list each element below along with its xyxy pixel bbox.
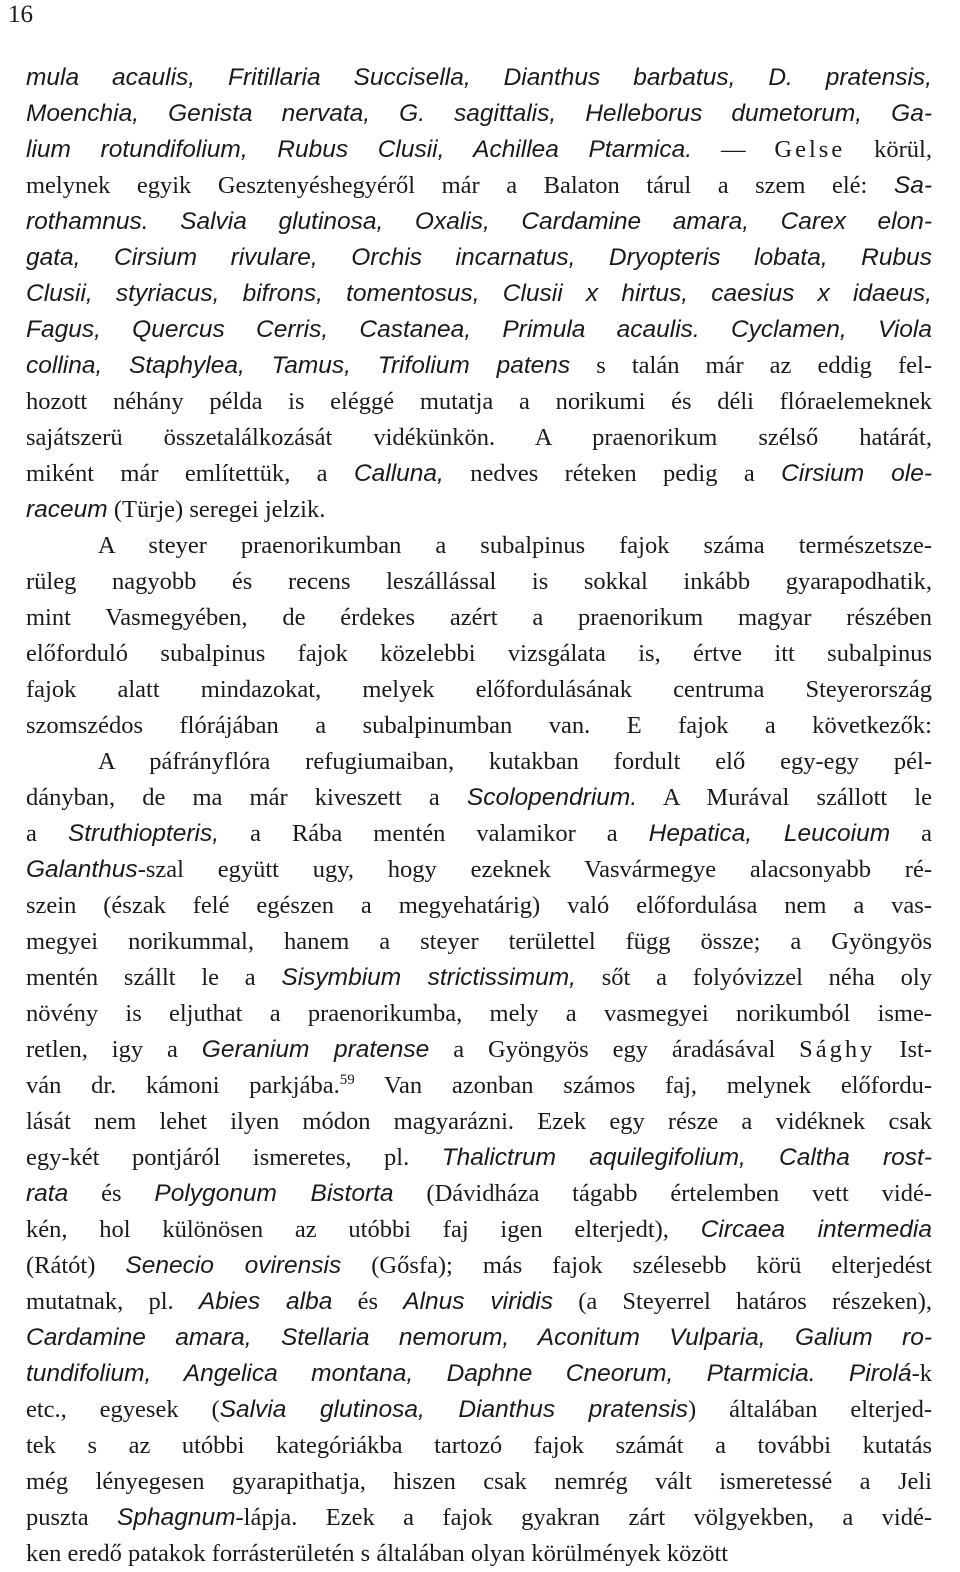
italic-term: Salvia glutinosa, Dianthus pratensis [219, 1396, 689, 1423]
text-run: a Gyöngyös egy áradásával [429, 1036, 800, 1063]
text-line [26, 1320, 932, 1356]
text-run: és [332, 1288, 404, 1315]
text-line [26, 924, 932, 960]
italic-term: rata [26, 1180, 69, 1207]
text-run: puszta [26, 1504, 117, 1531]
text-run: Van azonban számos faj, melynek előfordu- [354, 1072, 932, 1099]
italic-term: Clusii, styriacus, bifrons, tomentosus, Clusii x hirtus, caesius x idaeus, [26, 280, 932, 307]
text-line [26, 1536, 932, 1572]
text-line [26, 384, 932, 420]
text-run: (a Steyerrel határos részeken), [553, 1288, 932, 1315]
text-run: sőt a folyóvizzel néha oly [575, 964, 932, 991]
italic-term: gata, Cirsium rivulare, Orchis incarnatus, Dryopteris lobata, Rubus [26, 244, 932, 271]
italic-term: Struthiopteris, [67, 820, 220, 847]
text-run: A Murával szállott le [637, 784, 932, 811]
text-run: nedves réteken pedig a [443, 460, 782, 487]
text-run: (Dávidháza tágabb értelemben vett vidé- [393, 1180, 932, 1207]
text-run: melynek egyik Gesztenyéshegyéről már a Balaton tárul a szem elé: [26, 172, 894, 199]
text-line [26, 1068, 932, 1104]
text-run: egy-két pontjáról ismeretes, pl. [26, 1144, 442, 1171]
text-line [26, 744, 932, 780]
italic-term: lium rotundifolium, Rubus Clusii, Achillea Ptarmica. [26, 136, 693, 163]
text-line [26, 852, 932, 888]
text-line [26, 96, 932, 132]
footnote-ref: 59 [339, 1071, 355, 1088]
text-run: ken eredő patakok forrásterületén s általában olyan körülmények között [26, 1540, 729, 1567]
text-line [26, 1032, 932, 1068]
text-line [26, 996, 932, 1032]
text-run: A páfrányflóra refugiumaiban, kutakban fordult elő egy-egy pél- [98, 748, 932, 775]
text-line [26, 888, 932, 924]
text-run: miként már említettük, a [26, 460, 354, 487]
italic-term: Calluna, [353, 460, 444, 487]
text-run: kén, hol különösen az utóbbi faj igen elterjedt), [26, 1216, 701, 1243]
text-line [26, 204, 932, 240]
italic-term: Thalictrum aquilegifolium, Caltha rost- [441, 1144, 932, 1171]
text-run: előforduló subalpinus fajok közelebbi vizsgálata is, értve itt subalpinus [26, 640, 932, 667]
text-line [26, 1464, 932, 1500]
text-run: -k [911, 1360, 932, 1387]
italic-term: Senecio ovirensis [125, 1252, 342, 1279]
text-line [26, 708, 932, 744]
italic-term: rothamnus. Salvia glutinosa, Oxalis, Cardamine amara, Carex elon- [26, 208, 932, 235]
text-line [26, 1140, 932, 1176]
text-run: dányban, de ma már kiveszett a [26, 784, 467, 811]
text-line [26, 1428, 932, 1464]
text-line [26, 1284, 932, 1320]
text-line [26, 564, 932, 600]
text-run: mentén szállt le a [26, 964, 282, 991]
text-line [26, 1176, 932, 1212]
text-run: és [68, 1180, 155, 1207]
text-line [26, 600, 932, 636]
text-run: s talán már az eddig fel- [570, 352, 932, 379]
text-run: Sághy [799, 1036, 876, 1063]
text-run: fajok alatt mindazokat, melyek előfordulásának centruma Steyerország [26, 676, 932, 703]
text-run: Gelse [774, 136, 846, 163]
text-run: (Türje) seregei jelzik. [107, 496, 326, 523]
text-line [26, 636, 932, 672]
italic-term: Geranium pratense [201, 1036, 430, 1063]
text-run: körül, [845, 136, 932, 163]
text-run: szomszédos flórájában a subalpinumban van. E fajok a következők: [26, 712, 932, 739]
text-line [26, 780, 932, 816]
text-line [26, 492, 932, 528]
text-line [26, 312, 932, 348]
text-run: rüleg nagyobb és recens leszállással is sokkal inkább gyarapodhatik, [26, 568, 932, 595]
body-text [26, 60, 932, 1572]
italic-term: Fagus, Quercus Cerris, Castanea, Primula acaulis. Cyclamen, Viola [26, 316, 932, 343]
text-line [26, 672, 932, 708]
text-run: megyei norikummal, hanem a steyer területtel függ össze; a Gyöngyös [26, 928, 932, 955]
text-line [26, 1500, 932, 1536]
text-run: ván dr. kámoni parkjába. [26, 1072, 340, 1099]
page-number: 16 [8, 1, 33, 28]
italic-term: Sphagnum [116, 1504, 236, 1531]
text-run: etc., egyesek ( [26, 1396, 220, 1423]
italic-term: Moenchia, Genista nervata, G. sagittalis, Helleborus dumetorum, Ga- [26, 100, 932, 127]
italic-term: Scolopendrium. [466, 784, 638, 811]
text-run: még lényegesen gyarapithatja, hiszen csak nemrég vált ismeretessé a Jeli [26, 1468, 932, 1495]
text-run: -szal együtt ugy, hogy ezeknek Vasvármegye alacsonyabb ré- [137, 856, 932, 883]
text-run: hozott néhány példa is eléggé mutatja a norikumi és déli flóraelemeknek [26, 388, 932, 415]
text-run: sajátszerü összetalálkozását vidékünkön. A praenorikum szélső határát, [26, 424, 932, 451]
text-run: A steyer praenorikumban a subalpinus fajok száma természetsze- [98, 532, 932, 559]
text-run: növény is eljuthat a praenorikumba, mely a vasmegyei norikumból isme- [26, 1000, 932, 1027]
text-run: szein (észak felé egészen a megyehatárig) való előfordulása nem a vas- [26, 892, 932, 919]
text-line [26, 1392, 932, 1428]
text-run: (Gősfa); más fajok szélesebb körü elterjedést [341, 1252, 932, 1279]
italic-term: Hepatica, Leucoium [648, 820, 891, 847]
text-run: -lápja. Ezek a fajok gyakran zárt völgyekben, a vidé- [235, 1504, 932, 1531]
text-line [26, 528, 932, 564]
text-line [26, 816, 932, 852]
text-run: mint Vasmegyében, de érdekes azért a praenorikum magyar részében [26, 604, 932, 631]
text-run: ) általában elterjed- [688, 1396, 932, 1423]
italic-term: mula acaulis, Fritillaria Succisella, Dianthus barbatus, D. pratensis, [26, 64, 932, 91]
text-run: tek s az utóbbi kategóriákba tartozó fajok számát a további kutatás [26, 1432, 932, 1459]
italic-term: Cirsium ole- [781, 460, 932, 487]
italic-term: raceum [26, 496, 108, 523]
italic-term: Alnus viridis [403, 1288, 553, 1315]
text-line [26, 348, 932, 384]
italic-term: tundifolium, Angelica montana, Daphne Cneorum, Ptarmicia. Pirolá [26, 1360, 912, 1387]
italic-term: collina, Staphylea, Tamus, Trifolium patens [26, 352, 571, 379]
italic-term: Cardamine amara, Stellaria nemorum, Aconitum Vulparia, Galium ro- [26, 1324, 932, 1351]
text-run: retlen, igy a [26, 1036, 202, 1063]
text-run: a Rába mentén valamikor a [219, 820, 649, 847]
italic-term: Galanthus [26, 856, 138, 883]
italic-term: Circaea intermedia [700, 1216, 932, 1243]
italic-term: Abies alba [198, 1288, 333, 1315]
text-line [26, 168, 932, 204]
text-run: (Rátót) [26, 1252, 126, 1279]
text-run: a [890, 820, 932, 847]
italic-term: Polygonum Bistorta [154, 1180, 394, 1207]
text-line [26, 1356, 932, 1392]
text-line [26, 276, 932, 312]
text-run: mutatnak, pl. [26, 1288, 199, 1315]
text-run: Ist- [875, 1036, 932, 1063]
text-line [26, 456, 932, 492]
text-line [26, 420, 932, 456]
text-run: lását nem lehet ilyen módon magyarázni. Ezek egy része a vidéknek csak [26, 1108, 932, 1135]
italic-term: Sa- [893, 172, 932, 199]
text-line [26, 960, 932, 996]
italic-term: Sisymbium strictissimum, [281, 964, 576, 991]
text-line [26, 132, 932, 168]
text-line [26, 1248, 932, 1284]
text-run: — [692, 136, 775, 163]
text-line [26, 240, 932, 276]
text-line [26, 1212, 932, 1248]
text-line [26, 1104, 932, 1140]
text-run: a [26, 820, 68, 847]
text-line [26, 60, 932, 96]
